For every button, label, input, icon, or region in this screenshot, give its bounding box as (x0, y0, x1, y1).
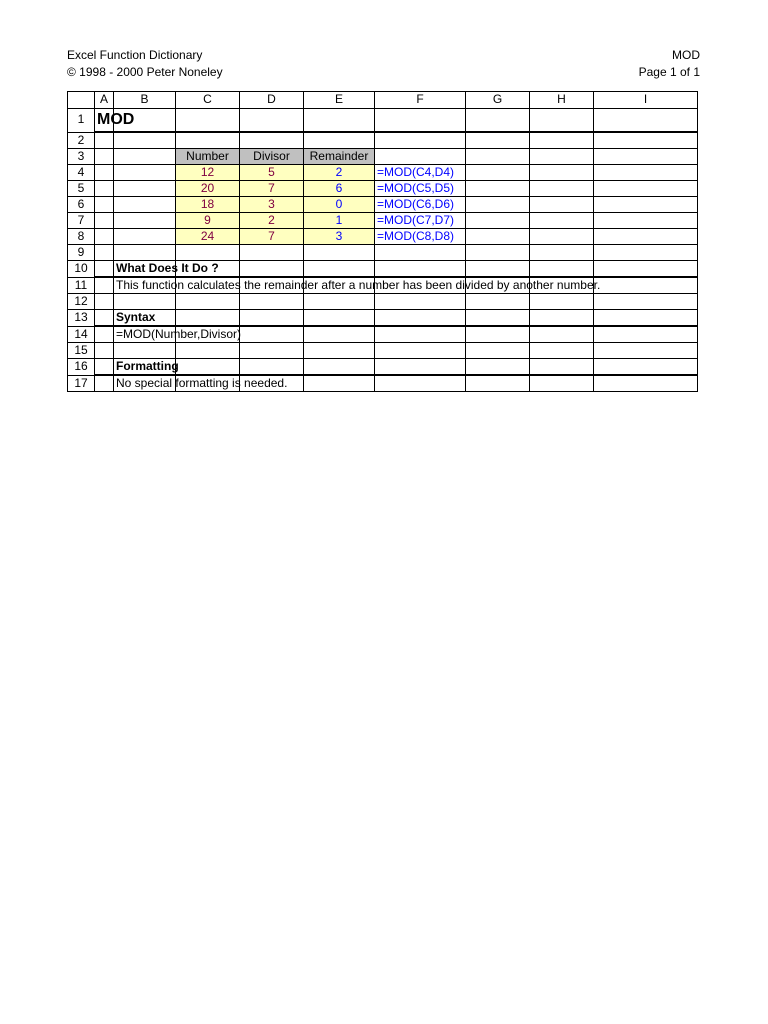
syntax-heading: Syntax (116, 310, 156, 324)
number-cell: 9 (176, 213, 239, 228)
column-header-d: D (267, 92, 276, 106)
row-header-10: 10 (74, 261, 88, 275)
header-number: Number (176, 149, 239, 164)
document-title: Excel Function Dictionary (67, 48, 203, 62)
formula-cell: =MOD(C5,D5) (377, 181, 455, 195)
sheet-title: MOD (97, 111, 135, 128)
formatting-text: No special formatting is needed. (116, 376, 288, 390)
formula-cell: =MOD(C8,D8) (377, 229, 455, 243)
row-header-12: 12 (74, 294, 88, 308)
column-header-a: A (99, 92, 108, 106)
column-header-h: H (557, 92, 566, 106)
column-header-i: I (643, 92, 648, 106)
remainder-cell: 0 (304, 197, 374, 212)
copyright-line: © 1998 - 2000 Peter Noneley (67, 65, 223, 79)
what-heading: What Does It Do ? (116, 261, 219, 275)
row-header-16: 16 (74, 359, 88, 373)
column-header-c: C (203, 92, 212, 106)
column-header-e: E (334, 92, 343, 106)
row-header-8: 8 (77, 229, 85, 243)
divisor-cell: 2 (240, 213, 303, 228)
page-number: Page 1 of 1 (638, 65, 700, 79)
row-header-6: 6 (77, 197, 85, 211)
spreadsheet (67, 91, 698, 393)
row-header-13: 13 (74, 310, 88, 324)
row-header-3: 3 (77, 149, 85, 163)
formula-cell: =MOD(C7,D7) (377, 213, 455, 227)
row-header-1: 1 (77, 112, 85, 126)
row-header-2: 2 (77, 133, 85, 147)
formula-cell: =MOD(C6,D6) (377, 197, 455, 211)
remainder-cell: 3 (304, 229, 374, 244)
number-cell: 12 (176, 165, 239, 180)
number-cell: 20 (176, 181, 239, 196)
row-header-4: 4 (77, 165, 85, 179)
header-divisor: Divisor (240, 149, 303, 164)
syntax-text: =MOD(Number,Divisor) (116, 327, 242, 341)
column-header-g: G (492, 92, 503, 106)
function-name-header: MOD (672, 48, 700, 62)
divisor-cell: 5 (240, 165, 303, 180)
divisor-cell: 7 (240, 181, 303, 196)
row-header-7: 7 (77, 213, 85, 227)
remainder-cell: 6 (304, 181, 374, 196)
what-text: This function calculates the remainder after a number has been divided by another number. (116, 278, 601, 292)
number-cell: 24 (176, 229, 239, 244)
formula-cell: =MOD(C4,D4) (377, 165, 455, 179)
column-header-f: F (416, 92, 424, 106)
divisor-cell: 3 (240, 197, 303, 212)
row-header-15: 15 (74, 343, 88, 357)
divisor-cell: 7 (240, 229, 303, 244)
number-cell: 18 (176, 197, 239, 212)
row-header-17: 17 (74, 376, 88, 390)
row-header-9: 9 (77, 245, 85, 259)
row-header-11: 11 (74, 278, 88, 292)
column-header-b: B (140, 92, 149, 106)
formatting-heading: Formatting (116, 359, 179, 373)
row-header-14: 14 (74, 327, 88, 341)
row-header-5: 5 (77, 181, 85, 195)
remainder-cell: 1 (304, 213, 374, 228)
remainder-cell: 2 (304, 165, 374, 180)
header-remainder: Remainder (304, 149, 374, 164)
